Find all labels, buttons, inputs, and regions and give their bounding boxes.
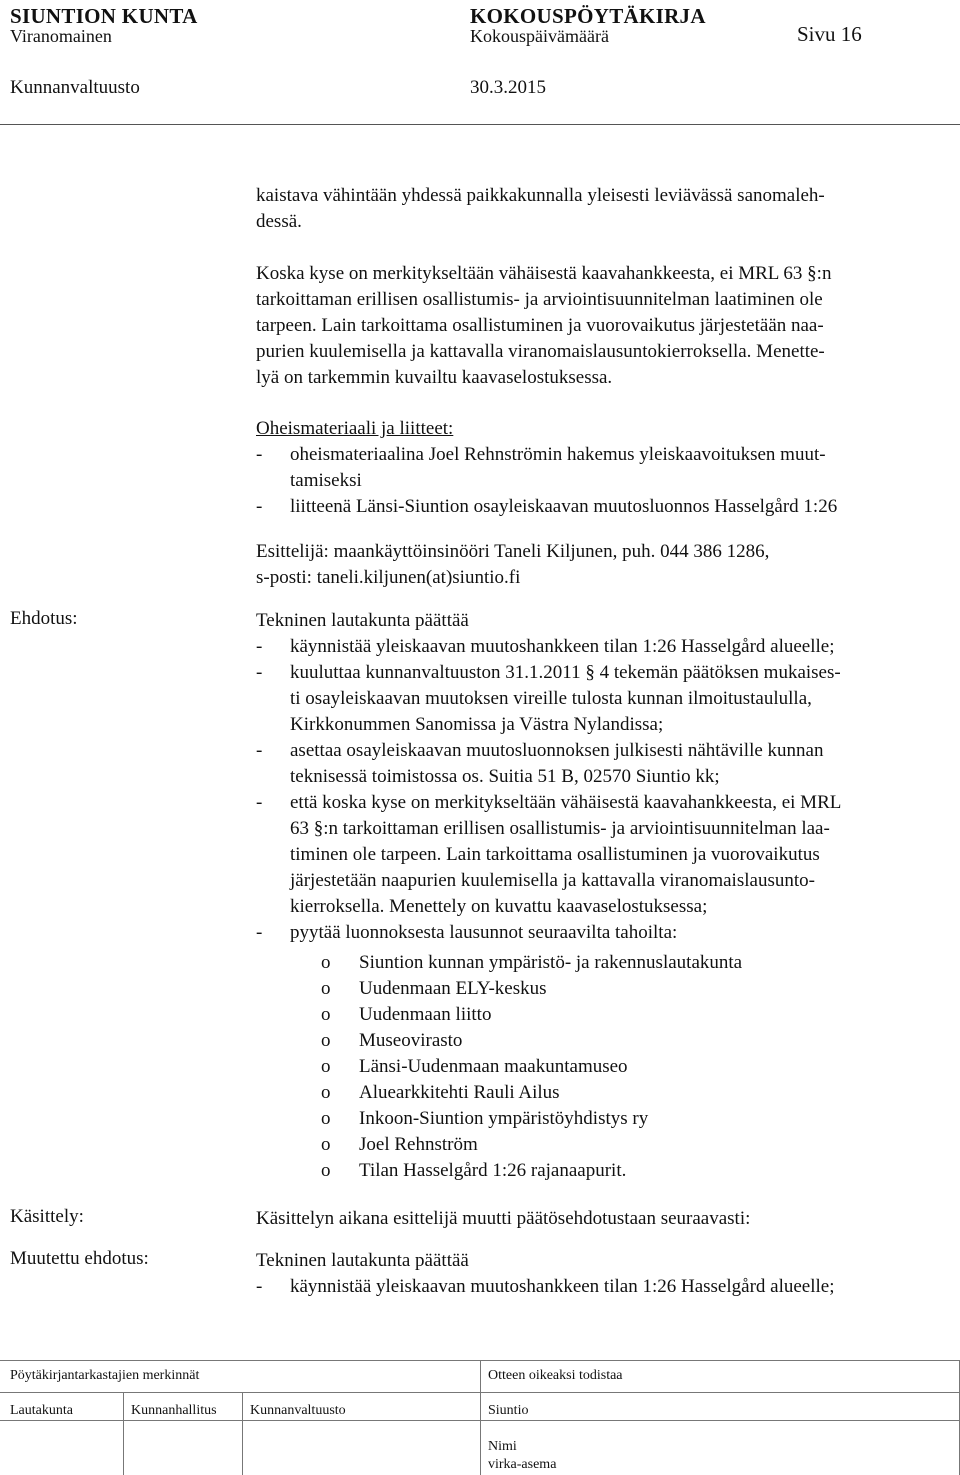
footer-place-label: Siuntio	[488, 1403, 529, 1418]
modified-item	[256, 1274, 946, 1300]
dash-marker: -	[256, 496, 263, 517]
recipient-text: Museovirasto	[359, 1030, 463, 1051]
dash-marker: -	[256, 636, 263, 657]
proposal-continuation: ti osayleiskaavan muutoksen vireille tulosta kunnan ilmoitustaululla,	[290, 688, 812, 709]
modified-text: käynnistää yleiskaavan muutoshankkeen tilan 1:26 Hasselgård alueelle;	[290, 1276, 835, 1297]
footer-divider	[480, 1360, 481, 1475]
recipient-text: Siuntion kunnan ympäristö- ja rakennuslautakunta	[359, 952, 743, 973]
proposal-item	[256, 660, 946, 686]
paragraph-2	[256, 261, 946, 391]
proposal-item	[256, 634, 946, 660]
text-span: Koska kyse on merkitykseltään vähäisestä kaavahankkeesta, ei MRL 63 §:n	[256, 263, 832, 284]
modified-intro: Tekninen lautakunta päättää	[256, 1250, 469, 1271]
attachment-text: oheismateriaalina Joel Rehnströmin hakemus yleiskaavoituksen muut-	[290, 444, 826, 465]
recipient-text: Joel Rehnström	[359, 1134, 478, 1155]
bullet-marker: o	[321, 1108, 331, 1129]
recipient-text: Tilan Hasselgård 1:26 rajanaapurit.	[359, 1160, 627, 1181]
proposal-continuation: Kirkkonummen Sanomissa ja Västra Nylandissa;	[290, 714, 664, 735]
bullet-marker: o	[321, 1160, 331, 1181]
modified-proposal-section	[256, 1248, 946, 1300]
proposal-text: käynnistää yleiskaavan muutoshankkeen tilan 1:26 Hasselgård alueelle;	[290, 636, 835, 657]
proposal-continuation: kierroksella. Menettely on kuvattu kaavaselostuksessa;	[290, 896, 708, 917]
attachment-continuation: tamiseksi	[290, 470, 362, 491]
modified-proposal-label: Muutettu ehdotus:	[10, 1248, 149, 1269]
presenter-email: s-posti: taneli.kiljunen(at)siuntio.fi	[256, 567, 521, 588]
recipient-text: Länsi-Uudenmaan maakuntamuseo	[359, 1056, 628, 1077]
footer-board-label: Lautakunta	[10, 1403, 73, 1418]
proposal-continuation: 63 §:n tarkoittaman erillisen osallistumis- ja arviointisuunnitelman laa-	[290, 818, 830, 839]
proposal-text: pyytää luonnoksesta lausunnot seuraavilta tahoilta:	[290, 922, 678, 943]
dash-marker: -	[256, 444, 263, 465]
text-line: dessä.	[256, 211, 302, 232]
presenter-section	[256, 539, 946, 591]
meeting-date-value: 30.3.2015	[470, 77, 546, 98]
proposal-text: että koska kyse on merkitykseltään vähäisestä kaavahankkeesta, ei MRL	[290, 792, 842, 813]
document-type: KOKOUSPÖYTÄKIRJA	[470, 4, 706, 28]
dash-marker: -	[256, 792, 263, 813]
text-line: tarpeen. Lain tarkoittama osallistuminen ja vuorovaikutus järjestetään naa-	[256, 315, 824, 336]
handling-text: Käsittelyn aikana esittelijä muutti päätösehdotustaan seuraavasti:	[256, 1208, 751, 1229]
dash-marker: -	[256, 1276, 263, 1297]
certified-label: Otteen oikeaksi todistaa	[488, 1368, 623, 1383]
attachment-text: liitteenä Länsi-Siuntion osayleiskaavan muutosluonnos Hasselgård 1:26	[290, 496, 838, 517]
footer-col-divider	[123, 1392, 124, 1475]
proposal-continuation: timinen ole tarpeen. Lain tarkoittama osallistuminen ja vuorovaikutus	[290, 844, 820, 865]
authority-label: Viranomainen	[10, 26, 112, 46]
bullet-marker: o	[321, 1134, 331, 1155]
recipient-text: Uudenmaan liitto	[359, 1004, 492, 1025]
proposal-continuation: järjestetään naapurien kuulemisella ja kattavalla viranomaislausunto-	[290, 870, 815, 891]
meeting-date-label: Kokouspäivämäärä	[470, 26, 609, 46]
attachment-item	[256, 442, 946, 468]
proposal-item	[256, 738, 946, 764]
recipient-item	[321, 1158, 742, 1184]
proposal-text: asettaa osayleiskaavan muutosluonnoksen julkisesti nähtäville kunnan	[290, 740, 824, 761]
attachment-item	[256, 494, 946, 520]
presenter-line: Esittelijä: maankäyttöinsinööri Taneli Kiljunen, puh. 044 386 1286,	[256, 541, 770, 562]
footer-name-label: Nimi	[488, 1439, 517, 1454]
header-rule	[0, 124, 960, 125]
organization-name: SIUNTION KUNTA	[10, 4, 198, 28]
recipient-item	[321, 1080, 742, 1106]
paragraph-1	[256, 183, 946, 235]
proposal-item	[256, 920, 946, 946]
recipient-item	[321, 950, 742, 976]
checkers-label: Pöytäkirjantarkastajien merkinnät	[10, 1368, 200, 1383]
bullet-marker: o	[321, 1056, 331, 1077]
recipient-item	[321, 1054, 742, 1080]
footer-col-divider	[242, 1392, 243, 1475]
proposal-text: kuuluttaa kunnanvaltuuston 31.1.2011 § 4 tekemän päätöksen mukaises-	[290, 662, 841, 683]
bullet-marker: o	[321, 1030, 331, 1051]
bullet-marker: o	[321, 978, 331, 999]
page-number: Sivu 16	[797, 22, 862, 46]
dash-marker: -	[256, 922, 263, 943]
recipient-text: Aluearkkitehti Rauli Ailus	[359, 1082, 560, 1103]
proposal-item	[256, 790, 946, 816]
text-line: tarkoittaman erillisen osallistumis- ja arviointisuunnitelman laatiminen ole	[256, 289, 823, 310]
footer-board-label: Kunnanhallitus	[131, 1403, 217, 1418]
recipient-item	[321, 1002, 742, 1028]
attachments-section	[256, 416, 946, 520]
dash-marker: -	[256, 662, 263, 683]
proposal-continuation: teknisessä toimistossa os. Suitia 51 B, 02570 Siuntio kk;	[290, 766, 720, 787]
recipient-item	[321, 1106, 742, 1132]
bullet-marker: o	[321, 952, 331, 973]
text-line	[256, 261, 946, 287]
recipient-item	[321, 1028, 742, 1054]
attachments-heading: Oheismateriaali ja liitteet:	[256, 418, 454, 439]
recipients-list	[321, 950, 742, 1184]
recipient-item	[321, 976, 742, 1002]
proposal-intro: Tekninen lautakunta päättää	[256, 610, 469, 631]
authority-value: Kunnanvaltuusto	[10, 77, 140, 98]
bullet-marker: o	[321, 1082, 331, 1103]
recipient-item	[321, 1132, 742, 1158]
text-line: lyä on tarkemmin kuvailtu kaavaselostuksessa.	[256, 367, 613, 388]
bullet-marker: o	[321, 1004, 331, 1025]
proposal-section	[256, 608, 946, 946]
handling-label: Käsittely:	[10, 1206, 84, 1227]
dash-marker: -	[256, 740, 263, 761]
recipient-text: Uudenmaan ELY-keskus	[359, 978, 547, 999]
text-line: kaistava vähintään yhdessä paikkakunnalla yleisesti leviävässä sanomaleh-	[256, 185, 825, 206]
text-line: purien kuulemisella ja kattavalla viranomaislausuntokierroksella. Menette-	[256, 341, 825, 362]
handling-section	[256, 1206, 946, 1232]
recipient-text: Inkoon-Siuntion ympäristöyhdistys ry	[359, 1108, 649, 1129]
proposal-label: Ehdotus:	[10, 608, 78, 629]
footer-board-label: Kunnanvaltuusto	[250, 1403, 346, 1418]
footer-title-label: virka-asema	[488, 1457, 557, 1472]
